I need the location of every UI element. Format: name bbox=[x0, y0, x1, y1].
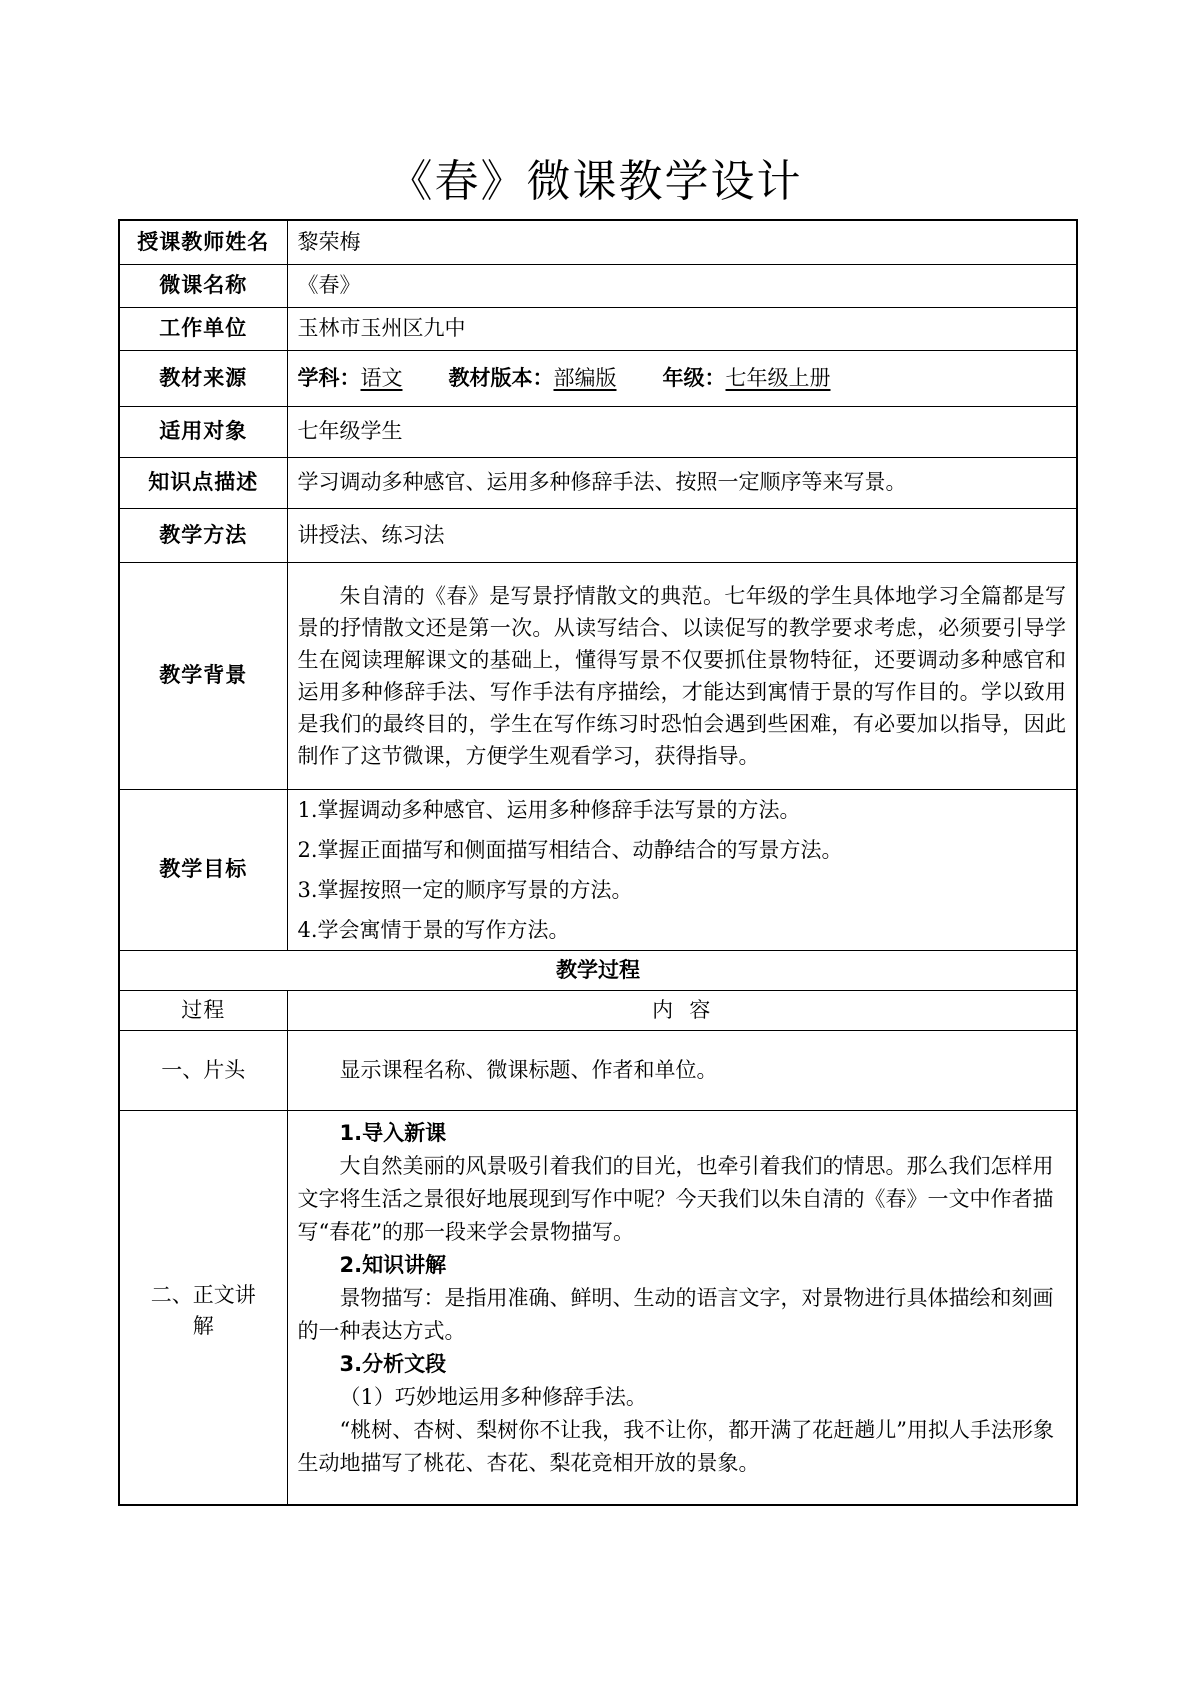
row-course-name bbox=[119, 264, 1077, 307]
edition-value: 部编版 bbox=[553, 365, 617, 390]
row-background bbox=[119, 562, 1077, 789]
paragraph-rhetoric-point: （1）巧妙地运用多种修辞手法。 bbox=[339, 1384, 647, 1409]
row-goals bbox=[119, 789, 1077, 950]
audience-value: 七年级学生 bbox=[287, 406, 1077, 457]
knowledge-value: 学习调动多种感官、运用多种修辞手法、按照一定顺序等来写景。 bbox=[287, 457, 1077, 508]
work-unit-value: 玉林市玉州区九中 bbox=[287, 307, 1077, 350]
teacher-label: 授课教师姓名 bbox=[119, 220, 287, 264]
page-title: 《春》微课教学设计 bbox=[388, 156, 803, 207]
row-method bbox=[119, 508, 1077, 562]
audience-label: 适用对象 bbox=[119, 406, 287, 457]
background-paragraph: 朱自清的《春》是写景抒情散文的典范。七年级的学生具体地学习全篇都是写景的抒情散文还是第一次。从读写结合、以读促写的教学要求考虑，必须要引导学生在阅读理解课文的基础上，懂得写景不仅要抓住景物特征，还要调动多种感官和运用多种修辞手法、写作手法有序描绘，才能达到寓情于景的写作目的。学以致用是我们的最终目的，学生在写作练习时恐怕会遇到些困难，有必要加以指导，因此制作了这节微课，方便学生观看学习，获得指导。 bbox=[297, 583, 1066, 768]
step-main-label: 二、正文讲解 bbox=[119, 1110, 287, 1505]
paragraph-knowledge: 景物描写：是指用准确、鲜明、生动的语言文字，对景物进行具体描绘和刻画的一种表达方式。 bbox=[297, 1285, 1054, 1343]
goal-item: 1.掌握调动多种感官、运用多种修辞手法写景的方法。 bbox=[297, 797, 801, 822]
background-label: 教学背景 bbox=[119, 562, 287, 789]
row-work-unit bbox=[119, 307, 1077, 350]
work-unit-label: 工作单位 bbox=[119, 307, 287, 350]
paragraph-rhetoric-example: “桃树、杏树、梨树你不让我，我不让你，都开满了花赶趟儿”用拟人手法形象生动地描写了桃花、杏花、梨花竞相开放的景象。 bbox=[297, 1417, 1054, 1475]
goal-item: 4.学会寓情于景的写作方法。 bbox=[297, 917, 570, 942]
subject-label: 学科： bbox=[297, 365, 361, 390]
goals-list bbox=[287, 789, 1077, 950]
row-process-columns bbox=[119, 990, 1077, 1030]
knowledge-label: 知识点描述 bbox=[119, 457, 287, 508]
step-opening-text: 显示课程名称、微课标题、作者和单位。 bbox=[339, 1057, 718, 1082]
subject-value: 语文 bbox=[360, 365, 403, 390]
paragraph-intro: 大自然美丽的风景吸引着我们的目光，也牵引着我们的情思。那么我们怎样用文字将生活之景很好地展现到写作中呢？今天我们以朱自清的《春》一文中作者描写“春花”的那一段来学会景物描写。 bbox=[297, 1153, 1054, 1244]
subheading-intro: 1.导入新课 bbox=[339, 1120, 447, 1145]
row-step-main bbox=[119, 1110, 1077, 1505]
course-name-value: 《春》 bbox=[287, 264, 1077, 307]
lesson-design-table bbox=[118, 219, 1078, 1506]
material-source-value bbox=[287, 350, 1077, 406]
goal-item: 3.掌握按照一定的顺序写景的方法。 bbox=[297, 877, 633, 902]
row-audience bbox=[119, 406, 1077, 457]
grade-value: 七年级上册 bbox=[725, 365, 831, 390]
goals-label: 教学目标 bbox=[119, 789, 287, 950]
material-source-label: 教材来源 bbox=[119, 350, 287, 406]
row-knowledge bbox=[119, 457, 1077, 508]
row-material-source bbox=[119, 350, 1077, 406]
subheading-knowledge: 2.知识讲解 bbox=[339, 1252, 447, 1277]
method-value: 讲授法、练习法 bbox=[287, 508, 1077, 562]
step-opening-content bbox=[287, 1030, 1077, 1110]
row-process-heading bbox=[119, 950, 1077, 990]
background-value bbox=[287, 562, 1077, 789]
subheading-analysis: 3.分析文段 bbox=[339, 1351, 447, 1376]
grade-label: 年级： bbox=[662, 365, 726, 390]
row-teacher bbox=[119, 220, 1077, 264]
step-main-content bbox=[287, 1110, 1077, 1505]
process-section-title: 教学过程 bbox=[119, 950, 1077, 990]
content-column-header: 内 容 bbox=[287, 990, 1077, 1030]
goal-item: 2.掌握正面描写和侧面描写相结合、动静结合的写景方法。 bbox=[297, 837, 843, 862]
course-name-label: 微课名称 bbox=[119, 264, 287, 307]
teacher-value: 黎荣梅 bbox=[287, 220, 1077, 264]
step-opening-label: 一、片头 bbox=[119, 1030, 287, 1110]
method-label: 教学方法 bbox=[119, 508, 287, 562]
edition-label: 教材版本： bbox=[448, 365, 554, 390]
row-step-opening bbox=[119, 1030, 1077, 1110]
process-column-header: 过程 bbox=[119, 990, 287, 1030]
